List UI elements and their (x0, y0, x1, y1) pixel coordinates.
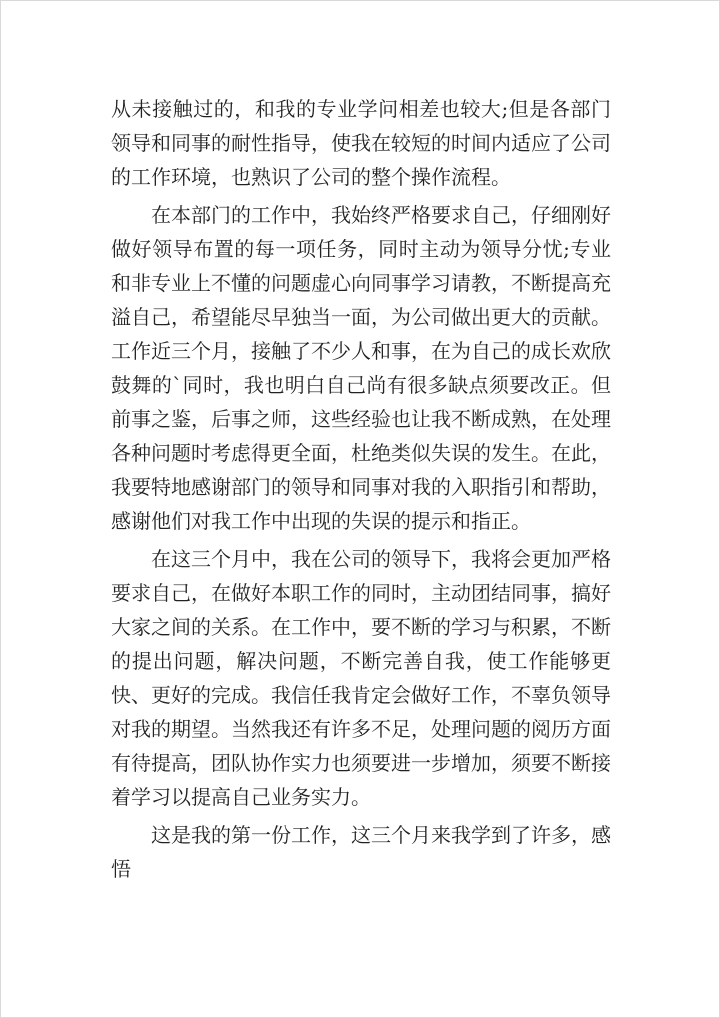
document-body (111, 92, 611, 890)
paragraph-future-plans: 在这三个月中，我在公司的领导下，我将会更加严格要求自己，在做好本职工作的同时，主动团结同事，搞好大家之间的关系。在工作中，要不断的学习与积累，不断的提出问题，解决问题，不断完善自我，使工作能够更快、更好的完成。我信任我肯定会做好工作，不辜负领导对我的期望。当然我还有许多不足，处理问题的阅历方面有待提高，团队协作实力也须要进一步增加，须要不断接着学习以提高自己业务实力。 (111, 547, 611, 809)
paragraph-work-attitude: 在本部门的工作中，我始终严格要求自己，仔细刚好做好领导布置的每一项任务，同时主动为领导分忧;专业和非专业上不懂的问题虚心向同事学习请教，不断提高充溢自己，希望能尽早独当一面，为公司做出更大的贡献。 工作近三个月，接触了不少人和事，在为自己的成长欢欣鼓舞的`同时，我也明白自己尚有很多缺点须要改正。但前事之鉴，后事之师，这些经验也让我不断成熟，在处理各种问题时考虑得更全面，杜绝类似失误的发生。在此，我要特地感谢部门的领导和同事对我的入职指引和帮助，感谢他们对我工作中出现的失误的提示和指正。 (111, 203, 611, 533)
paragraph-continuation: 从未接触过的，和我的专业学问相差也较大;但是各部门领导和同事的耐性指导，使我在较短的时间内适应了公司的工作环境，也熟识了公司的整个操作流程。 (111, 97, 611, 189)
paragraph-first-job: 这是我的第一份工作，这三个月来我学到了许多，感悟 (111, 823, 611, 881)
